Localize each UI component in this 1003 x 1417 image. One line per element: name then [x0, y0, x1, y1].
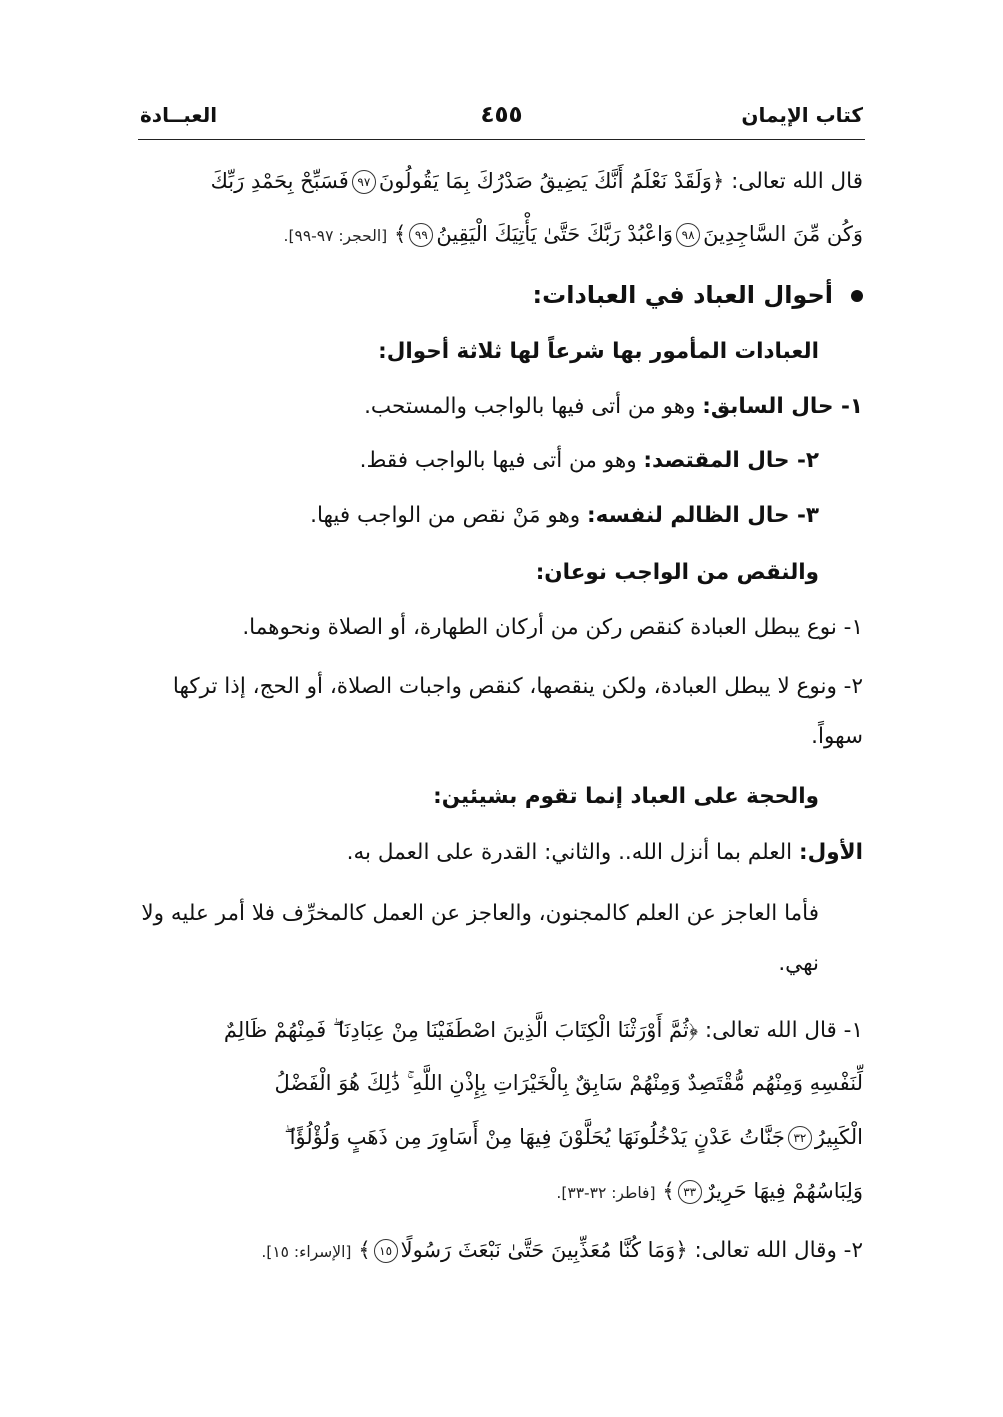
proof-heading: والحجة على العباد إنما تقوم بشيئين:: [433, 784, 819, 809]
verse-1-reference: [فاطر: ٣٢-٣٣].: [556, 1184, 656, 1202]
intro-verse-quran-line2-b: وَاعْبُدْ رَبَّكَ حَتَّىٰ يَأْتِيَكَ الْيَقِينُ: [436, 222, 674, 246]
intro-verse-quran-line2: وَكُن مِّنَ السَّاجِدِينَ: [703, 222, 863, 246]
section-heading: أحوال العباد في العبادات:: [136, 272, 863, 318]
verse-1-line-2: لِّنَفْسِهِ وَمِنْهُم مُّقْتَصِدٌ وَمِنْهُمْ سَابِقٌ بِالْخَيْرَاتِ بِإِذْنِ اللَّهِ ۚ ذَٰلِكَ هُوَ الْفَضْلُ: [274, 1071, 863, 1095]
verse-2-reference: [الإسراء: ١٥].: [261, 1243, 352, 1261]
verse-1-line-4: وَلِبَاسُهُمْ فِيهَا حَرِيرٌ٣٣﴾ [فاطر: ٣٢-٣٣].: [556, 1179, 863, 1203]
header-divider: [138, 139, 865, 140]
state-item: ٢- حال المقتصد: وهو من أتى فيها بالواجب فقط.: [359, 448, 819, 473]
state-item: ٣- حال الظالم لنفسه: وهو مَنْ نقص من الواجب فيها.: [310, 503, 819, 528]
incapable-text: فأما العاجز عن العلم كالمجنون، والعاجز عن العمل كالمخرِّف فلا أمر عليه ولا نهي.: [141, 901, 819, 976]
ayah-number-33: ٣٣: [678, 1180, 702, 1204]
proof-text: الأول: العلم بما أنزل الله.. والثاني: القدرة على العمل به.: [346, 840, 863, 865]
deficiency-type-2: ٢- ونوع لا يبطل العبادة، ولكن ينقصها، كنقص واجبات الصلاة، أو الحج، إذا تركها سهواً.: [172, 674, 863, 749]
ayah-number-98: ٩٨: [676, 223, 700, 247]
intro-verse-reference: [الحجر: ٩٧-٩٩].: [283, 227, 388, 245]
verse-1-line-1: ١- قال الله تعالى: ﴿ثُمَّ أَوْرَثْنَا الْكِتَابَ الَّذِينَ اصْطَفَيْنَا مِنْ عِبَادِنَا ۖ فَمِنْهُمْ ظَالِمٌ: [223, 1018, 863, 1043]
intro-verse-line-2: [136, 211, 863, 259]
verse-close-bracket: ﴾: [394, 222, 407, 246]
ayah-number-32: ٣٢: [788, 1126, 812, 1150]
deficiency-type-1: ١- نوع يبطل العبادة كنقص ركن من أركان الطهارة، أو الصلاة ونحوهما.: [242, 615, 863, 640]
header-chapter-title: العبــادة: [140, 103, 218, 127]
verse-2-line: ٢- وقال الله تعالى: ﴿وَمَا كُنَّا مُعَذِّبِينَ حَتَّىٰ نَبْعَثَ رَسُولًا١٥﴾ [الإسراء: ١٥].: [261, 1238, 863, 1263]
bullet-icon: [851, 290, 863, 302]
verse-1-line-3: الْكَبِيرُ٣٢جَنَّاتُ عَدْنٍ يَدْخُلُونَهَا يُحَلَّوْنَ فِيهَا مِنْ أَسَاوِرَ مِن ذَهَبٍ وَلُؤْلُؤًا ۖ: [284, 1125, 863, 1149]
deficiency-heading: والنقص من الواجب نوعان:: [535, 560, 819, 585]
ayah-number-99: ٩٩: [409, 223, 433, 247]
intro-verse-prefix: قال الله تعالى:: [724, 169, 863, 194]
intro-verse-quran-text: ﴿وَلَقَدْ نَعْلَمُ أَنَّكَ يَضِيقُ صَدْرُكَ بِمَا يَقُولُونَ: [378, 169, 725, 193]
intro-verse-line-1: [136, 158, 863, 205]
state-item: ١- حال السابق: وهو من أتى فيها بالواجب والمستحب.: [364, 394, 863, 419]
page-number: ٤٥٥: [480, 102, 523, 128]
ayah-number-97: ٩٧: [352, 170, 376, 194]
ayah-number-15: ١٥: [374, 1239, 398, 1263]
intro-verse-quran-text-b: فَسَبِّحْ بِحَمْدِ رَبِّكَ: [210, 169, 349, 193]
section-subheading: العبادات المأمور بها شرعاً لها ثلاثة أحوال:: [378, 339, 819, 364]
header-book-title: كتاب الإيمان: [741, 103, 863, 127]
